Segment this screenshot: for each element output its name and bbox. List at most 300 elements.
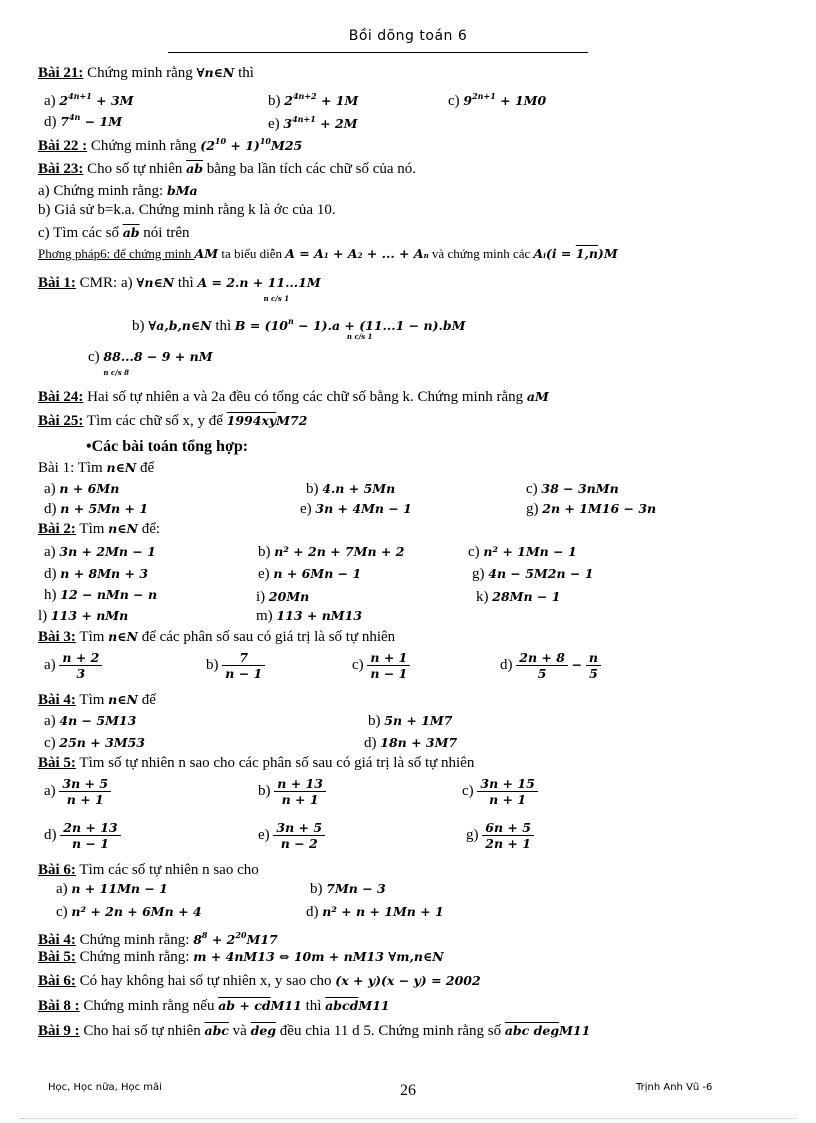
b21-d-base: 7 <box>60 114 69 129</box>
tb3-d <box>500 650 601 681</box>
b1cmr-c-label: c) <box>88 349 104 365</box>
b22-rest: M25 <box>271 138 303 153</box>
b21-d <box>44 108 122 131</box>
b25-text: Tìm các chữ số x, y để <box>83 413 227 429</box>
tb5-g-frac <box>482 820 534 851</box>
tb9-label: Bài 9 : <box>38 1023 80 1039</box>
tb3-c-label: c) <box>352 656 364 673</box>
b21-c-base: 9 <box>463 93 473 108</box>
b1cmr-m2: ...1M <box>285 275 321 290</box>
tb4-text: Tìm <box>75 692 109 708</box>
tb2-e-math: n + 6Mn − 1 <box>273 566 362 581</box>
tb1-label: Bài 1: <box>38 460 75 476</box>
b21-c-expr <box>463 93 546 108</box>
tb2-g-math: 4n − 5M2n − 1 <box>488 566 594 581</box>
tb8-label: Bài 8 : <box>38 998 80 1014</box>
b23-b: b) Giả sử b=k.a. Chứng minh rằng k là ớc của 10. <box>38 202 336 218</box>
b21-e <box>268 110 357 133</box>
tb1-math: n∈N <box>106 460 137 475</box>
b21-b-label: b) <box>268 93 281 109</box>
b22-sup2: 10 <box>259 136 271 146</box>
tb3-rest: để các phân số sau có giá trị là số tự nhiên <box>137 629 396 645</box>
tb4b-m1: 8 <box>193 932 202 947</box>
tb2-i <box>256 588 309 606</box>
b24 <box>38 388 549 406</box>
tb5-d-den: n − 1 <box>71 836 109 851</box>
tb8-m5: M11 <box>358 998 390 1013</box>
tb1-d-math: n + 5Mn + 1 <box>60 501 149 516</box>
tb1 <box>38 459 154 477</box>
tb5b-math: m + 4nM13 ⇔ 10m + nM13 ∀m,n∈N <box>193 949 444 964</box>
tb2-b <box>258 543 404 561</box>
b23 <box>38 160 416 178</box>
b21-b-base: 2 <box>284 93 293 108</box>
tb1-b-math: 4.n + 5Mn <box>322 481 396 496</box>
b23-c-rest: nói trên <box>139 225 190 241</box>
tb9-m2: $\overline{deg}$ <box>250 1023 277 1038</box>
b25 <box>38 412 307 430</box>
tb1-g <box>526 500 656 518</box>
b21-e-base: 3 <box>283 116 293 131</box>
tb2-d-math: n + 8Mn + 3 <box>60 566 149 581</box>
pp6-m5: A <box>533 246 544 261</box>
pp6-expr <box>285 246 428 261</box>
tb2-de: để: <box>137 521 161 537</box>
tb5-b <box>258 776 326 807</box>
tb9 <box>38 1022 590 1040</box>
tb1-b-label: b) <box>306 481 319 497</box>
tb9-text2: đều chia 11 d 5. Chứng minh rằng số <box>276 1023 505 1039</box>
tb6-text: Tìm các số tự nhiên n sao cho <box>75 862 259 878</box>
tb9-va: và <box>228 1023 251 1039</box>
b23-c <box>38 224 190 242</box>
b21-c-label: c) <box>448 93 460 109</box>
tb3-label: Bài 3: <box>38 629 76 645</box>
tb3-a-num: n + 2 <box>59 650 102 666</box>
b1cmr-cm1: 88 <box>103 349 121 364</box>
tb3-b <box>206 650 265 681</box>
tb6-b-label: b) <box>310 881 323 897</box>
b23-ab: $\overline{ab}$ <box>186 161 203 176</box>
tb9-m1: $\overline{abc}$ <box>204 1023 229 1038</box>
tb8-then: thì <box>301 998 326 1014</box>
b1cmr-sub1: n c/s 1 <box>263 294 290 303</box>
b21-label: Bài 21: <box>38 65 84 81</box>
tb3-c-den: n − 1 <box>370 666 408 681</box>
tb1-e-math: 3n + 4Mn − 1 <box>315 501 412 516</box>
tb6b <box>38 972 481 990</box>
b23-label: Bài 23: <box>38 161 84 177</box>
tb2-k-math: 28Mn − 1 <box>492 589 561 604</box>
tb2-h-label: h) <box>44 587 57 603</box>
tb4b-s2: 20 <box>235 930 247 940</box>
b22-text: Chứng minh rằng <box>87 138 201 154</box>
tb4-label: Bài 4: <box>38 692 76 708</box>
tb4b-m2: + 2 <box>207 932 236 947</box>
pp6-text: Phơng pháp6: để chứng minh <box>38 246 195 261</box>
tb2-c-math: n² + 1Mn − 1 <box>483 544 577 559</box>
b21-a <box>44 87 133 110</box>
tb6-c-math: n² + 2n + 6Mn + 4 <box>71 904 202 919</box>
tb2-b-math: n² + 2n + 7Mn + 2 <box>274 544 405 559</box>
b1cmr-forall: ∀n∈N <box>136 275 175 290</box>
tb9-m4: M11 <box>559 1023 591 1038</box>
tb4-d-math: 18n + 3M7 <box>380 735 458 750</box>
b21-b-rest: + 1M <box>316 93 359 108</box>
tb3-math: n∈N <box>108 629 138 644</box>
tb4-a-label: a) <box>44 713 56 729</box>
b24-label: Bài 24: <box>38 389 84 405</box>
tb1-g-math: 2n + 1M16 − 3n <box>542 501 657 516</box>
tb6-c <box>56 903 202 921</box>
tb2-h <box>44 586 157 604</box>
b21-d-rest: − 1M <box>80 114 123 129</box>
b1cmr-then: thì <box>174 275 198 291</box>
tb5-text: Tìm số tự nhiên n sao cho các phân số sau có giá trị là số tự nhiên <box>75 755 475 771</box>
tb3-text: Tìm <box>75 629 109 645</box>
tb5-c-label: c) <box>462 782 474 799</box>
page-number: 26 <box>400 1082 416 1099</box>
b22-label: Bài 22 : <box>38 138 88 154</box>
b1cmr-a: a) <box>120 275 137 291</box>
tb3-a-frac <box>59 650 102 681</box>
b23-text1: Cho số tự nhiên <box>83 161 187 177</box>
tb6-d-math: n² + n + 1Mn + 1 <box>322 904 444 919</box>
tb2-i-math: 20Mn <box>268 589 310 604</box>
tb3-c-num: n + 1 <box>367 650 410 666</box>
tb2-k-label: k) <box>476 589 489 605</box>
tb4b-s1: 8 <box>201 930 208 940</box>
b21-d-label: d) <box>44 114 57 130</box>
tb2-e <box>258 565 361 583</box>
b1cmr-m1: A = 2.n + 11 <box>197 275 286 290</box>
tb3-b-label: b) <box>206 656 219 673</box>
tb2-a-math: 3n + 2Mn − 1 <box>59 544 156 559</box>
tb6b-text: Có hay không hai số tự nhiên x, y sao cho <box>75 973 336 989</box>
tb2-b-label: b) <box>258 544 271 560</box>
tb4-a <box>44 712 136 730</box>
b21-b-sup: 4n+2 <box>292 91 317 101</box>
b1cmr-c <box>88 348 213 377</box>
b23-c-text: c) Tìm các số <box>38 225 123 241</box>
pp6-expr2 <box>534 246 618 261</box>
b23-text2: bằng ba lần tích các chữ số của nó. <box>202 161 417 177</box>
b21-e-sup: 4n+1 <box>292 114 316 124</box>
tb3-a <box>44 650 102 681</box>
tb4-b-math: 5n + 1M7 <box>384 713 453 728</box>
tb8-m2: + cd <box>235 998 271 1013</box>
b21-d-expr <box>60 114 122 129</box>
b1cmr-sum-a <box>197 274 321 303</box>
tb4-de: để <box>137 692 156 708</box>
tb6-c-label: c) <box>56 904 68 920</box>
tb9-m3: abc deg <box>504 1023 560 1038</box>
tb2-i-label: i) <box>256 589 266 605</box>
b1cmr-cm2: ...8 − 9 + nM <box>120 349 213 364</box>
tb3-d-num: 2n + 8 <box>516 650 568 666</box>
tb1-text: Tìm <box>74 460 107 476</box>
tb2-l-label: l) <box>38 608 48 624</box>
tb1-b <box>306 480 395 498</box>
b23-c-ab: $\overline{ab}$ <box>122 225 140 240</box>
tb5-g-num: 6n + 5 <box>482 820 534 836</box>
tb2-e-label: e) <box>258 566 270 582</box>
tb5-b-den: n + 1 <box>281 792 319 807</box>
pp6-t2: ta biểu diễn <box>218 246 286 261</box>
tb5-d-label: d) <box>44 826 57 843</box>
pp6-s2: 2 <box>357 251 363 260</box>
tb2-l-math: 113 + nMn <box>50 608 129 623</box>
b22-sup1: 10 <box>214 136 227 146</box>
tb5b-text: Chứng minh rằng: <box>75 949 194 965</box>
tb9-text: Cho hai số tự nhiên <box>79 1023 205 1039</box>
tb3-b-num: 7 <box>222 650 265 666</box>
tb5-g-den: 2n + 1 <box>485 836 531 851</box>
tb4-c <box>44 734 145 752</box>
tb4-b-label: b) <box>368 713 381 729</box>
tb2 <box>38 520 160 538</box>
tb3-d-frac <box>516 650 568 681</box>
b24-text: Hai số tự nhiên a và 2a đều có tổng các chữ số bằng k. Chứng minh rằng <box>83 389 527 405</box>
pp6-m4: + ... + A <box>362 246 424 261</box>
tb3-c-frac <box>367 650 410 681</box>
tb2-m <box>256 607 362 625</box>
tb2-a <box>44 543 156 561</box>
b21-e-expr <box>283 116 357 131</box>
tb5-c <box>462 776 538 807</box>
tb6 <box>38 861 259 879</box>
b21-text: Chứng minh rằng <box>83 65 197 81</box>
tb5-a-frac <box>59 776 111 807</box>
tb5b <box>38 948 444 966</box>
tb5-g-label: g) <box>466 826 479 843</box>
tb1-c <box>526 480 619 498</box>
b22-mid: + 1) <box>226 138 260 153</box>
b25-label: Bài 25: <box>38 413 84 429</box>
tb2-d <box>44 565 148 583</box>
tb8-text: Chứng minh rằng nếu <box>79 998 219 1014</box>
tb5-e <box>258 820 325 851</box>
tb2-d-label: d) <box>44 566 57 582</box>
tb3-d-minus: − <box>571 656 583 672</box>
b23-a-text: a) Chứng minh rằng: <box>38 183 167 199</box>
b1cmr-bforall: ∀a,b,n∈N <box>148 318 212 333</box>
tb6-a-label: a) <box>56 881 68 897</box>
tb6-b-math: 7Mn − 3 <box>326 881 386 896</box>
tb4-c-label: c) <box>44 735 56 751</box>
page-header: Bồi dõng toán 6 <box>348 28 468 44</box>
b21-c <box>448 87 546 110</box>
tb5-label: Bài 5: <box>38 755 76 771</box>
tb5-a-label: a) <box>44 782 56 799</box>
tb4-c-math: 25n + 3M53 <box>59 735 145 750</box>
tb5b-label: Bài 5: <box>38 949 76 965</box>
tb5-e-num: 3n + 5 <box>273 820 325 836</box>
tb8-m4: abcd <box>325 998 359 1013</box>
b21-then: thì <box>234 65 254 81</box>
tb1-a-label: a) <box>44 481 56 497</box>
tb1-c-label: c) <box>526 481 538 497</box>
pp6-t3: và chứng minh các <box>428 246 534 261</box>
tb5-e-label: e) <box>258 826 270 843</box>
tb1-a-math: n + 6Mn <box>59 481 120 496</box>
tb2-c-label: c) <box>468 544 480 560</box>
pp6-m8: )M <box>597 246 618 261</box>
pp6-m6: (i = <box>545 246 576 261</box>
tb8-m1: $\overline{ab}$ <box>218 998 236 1013</box>
tb4b-expr <box>193 932 278 947</box>
tb5-d <box>44 820 121 851</box>
tb6-a <box>56 880 168 898</box>
tb4b <box>38 926 278 949</box>
b1cmr-bm2: − 1).a + (11 <box>293 318 383 333</box>
b21-b <box>268 87 358 110</box>
tb1-de: để <box>136 460 155 476</box>
b1cmr-bsup: n <box>287 316 294 326</box>
tb5-a-den: n + 1 <box>66 792 104 807</box>
footer-left: Học, Học nữa, Học mãi <box>48 1082 162 1093</box>
tb5-b-frac <box>274 776 326 807</box>
tb6b-label: Bài 6: <box>38 973 76 989</box>
tb3-d-den2: 5 <box>589 666 598 681</box>
tb2-c <box>468 543 577 561</box>
b24-math: aM <box>526 389 549 404</box>
tb3-d-frac2 <box>586 650 601 681</box>
b22-m: (2 <box>200 138 215 153</box>
tb6-d <box>306 903 444 921</box>
tb2-a-label: a) <box>44 544 56 560</box>
tb2-math: n∈N <box>108 521 138 536</box>
tb2-label: Bài 2: <box>38 521 76 537</box>
b21-b-expr <box>284 93 358 108</box>
tb3-b-frac <box>222 650 265 681</box>
pp6-m2: A = A <box>285 246 324 261</box>
header-rule <box>168 52 588 53</box>
pp6-m3: + A <box>328 246 358 261</box>
bottom-dotted-rule <box>20 1118 796 1119</box>
tb5-d-frac <box>60 820 120 851</box>
b25-math: 1994xy <box>226 413 277 428</box>
b25-math2: M72 <box>276 413 308 428</box>
pp6 <box>38 245 618 265</box>
tb5-c-num: 3n + 15 <box>477 776 537 792</box>
tb1-a <box>44 480 119 498</box>
tb6-d-label: d) <box>306 904 319 920</box>
tb5-b-label: b) <box>258 782 271 799</box>
tb1-c-math: 38 − 3nMn <box>541 481 619 496</box>
b21-a-label: a) <box>44 93 56 109</box>
tb8 <box>38 997 390 1015</box>
tb6-label: Bài 6: <box>38 862 76 878</box>
tb4-a-math: 4n − 5M13 <box>59 713 137 728</box>
b21-title <box>38 64 254 82</box>
tb1-g-label: g) <box>526 501 539 517</box>
tb6b-math: (x + y)(x − y) = 2002 <box>335 973 481 988</box>
tb4b-m3: M17 <box>246 932 278 947</box>
b22-expr <box>200 138 302 153</box>
b21-e-rest: + 2M <box>315 116 358 131</box>
b21-c-rest: + 1M0 <box>495 93 547 108</box>
b21-a-sup: 4n+1 <box>68 91 92 101</box>
tb3-d-label: d) <box>500 656 513 673</box>
tb4-d-label: d) <box>364 735 377 751</box>
tb5-d-num: 2n + 13 <box>60 820 120 836</box>
tb5-a <box>44 776 111 807</box>
tb8-m3: M11 <box>270 998 302 1013</box>
tb5-b-num: n + 13 <box>274 776 326 792</box>
b1cmr-bsub: n c/s 1 <box>346 332 373 341</box>
tb2-m-math: 113 + nM13 <box>276 608 363 623</box>
tb6-a-math: n + 11Mn − 1 <box>71 881 168 896</box>
tb1-d <box>44 500 148 518</box>
b1cmr-sum-c <box>103 348 213 377</box>
b21-c-sup: 2n+1 <box>472 91 496 101</box>
tb1-d-label: d) <box>44 501 57 517</box>
b21-e-label: e) <box>268 116 280 132</box>
tb5-a-num: 3n + 5 <box>59 776 111 792</box>
tb3-a-den: 3 <box>76 666 86 681</box>
b1cmr-sum-b <box>234 312 466 341</box>
tb2-l <box>38 607 128 625</box>
tb5-e-frac <box>273 820 325 851</box>
tb5-c-den: n + 1 <box>489 792 527 807</box>
b21-a-base: 2 <box>59 93 69 108</box>
tb3-b-den: n − 1 <box>225 666 263 681</box>
b1cmr-csub: n c/s 8 <box>103 368 129 377</box>
b1cmr-bthen: thì <box>211 318 235 334</box>
tb2-g-label: g) <box>472 566 485 582</box>
b1cmr-b <box>132 312 466 341</box>
tb2-h-math: 12 − nMn − n <box>60 587 158 602</box>
tb4-d <box>364 734 457 752</box>
b1cmr <box>38 274 321 303</box>
tb4b-label: Bài 4: <box>38 932 76 948</box>
tb1-e <box>300 500 412 518</box>
b23-a-math: bMa <box>166 183 198 198</box>
b1cmr-bm3: ...1 − n).bM <box>382 318 466 333</box>
b21-a-expr <box>59 93 133 108</box>
pp6-m1: AM <box>194 246 219 261</box>
b1cmr-label: Bài 1: <box>38 275 76 291</box>
tb2-m-label: m) <box>256 608 273 624</box>
tb6-b <box>310 880 386 898</box>
b1cmr-bm1: B = (10 <box>234 318 288 333</box>
b1cmr-text: CMR: <box>75 275 121 291</box>
tb4 <box>38 691 156 709</box>
pp6-s1: 1 <box>323 251 329 260</box>
b21-d-sup: 4n <box>68 112 81 122</box>
tb3-a-label: a) <box>44 656 56 673</box>
tb2-g <box>472 565 593 583</box>
tb1-e-label: e) <box>300 501 312 517</box>
tb5 <box>38 754 474 772</box>
b22 <box>38 132 302 155</box>
tb2-text: Tìm <box>75 521 109 537</box>
b21-a-rest: + 3M <box>91 93 134 108</box>
tb4b-text: Chứng minh rằng: <box>75 932 194 948</box>
section-title: •Các bài toán tổng hợp: <box>86 438 249 455</box>
tb5-g <box>466 820 534 851</box>
pp6-s4: i <box>543 251 546 260</box>
tb2-k <box>476 588 560 606</box>
tb4-math: n∈N <box>108 692 138 707</box>
tb3-d-den: 5 <box>537 666 547 681</box>
tb3 <box>38 628 395 646</box>
tb5-e-den: n − 2 <box>280 836 318 851</box>
footer-right: Trịnh Anh Vũ -6 <box>636 1082 713 1093</box>
tb3-d-num2: n <box>586 650 601 666</box>
b1cmr-b-label: b) <box>132 318 149 334</box>
